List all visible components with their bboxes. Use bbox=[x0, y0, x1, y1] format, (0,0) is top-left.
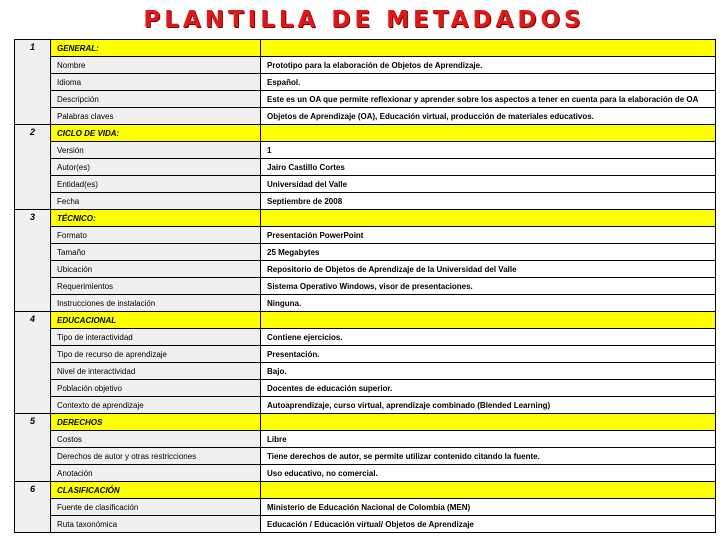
section-number: 3 bbox=[15, 210, 51, 312]
section-heading: EDUCACIONAL bbox=[51, 312, 261, 329]
field-label: Fuente de clasificación bbox=[51, 499, 261, 516]
field-label: Fecha bbox=[51, 193, 261, 210]
table-row bbox=[15, 499, 716, 516]
section-heading-value-cell bbox=[261, 40, 716, 57]
field-label: Idioma bbox=[51, 74, 261, 91]
field-label: Formato bbox=[51, 227, 261, 244]
metadata-table-body bbox=[15, 40, 716, 533]
section-heading: DERECHOS bbox=[51, 414, 261, 431]
section-header-row bbox=[15, 210, 716, 227]
field-value: Ninguna. bbox=[261, 295, 716, 312]
field-value: Objetos de Aprendizaje (OA), Educación virtual, producción de materiales educativos. bbox=[261, 108, 716, 125]
field-label: Ruta taxonómica bbox=[51, 516, 261, 533]
table-row bbox=[15, 465, 716, 482]
field-value: Jairo Castillo Cortes bbox=[261, 159, 716, 176]
section-number: 2 bbox=[15, 125, 51, 210]
field-label: Tipo de recurso de aprendizaje bbox=[51, 346, 261, 363]
field-value: Bajo. bbox=[261, 363, 716, 380]
table-row bbox=[15, 108, 716, 125]
field-value: Presentación. bbox=[261, 346, 716, 363]
table-row bbox=[15, 57, 716, 74]
field-label: Entidad(es) bbox=[51, 176, 261, 193]
field-label: Derechos de autor y otras restricciones bbox=[51, 448, 261, 465]
field-label: Población objetivo bbox=[51, 380, 261, 397]
section-heading-value-cell bbox=[261, 482, 716, 499]
field-label: Nivel de interactividad bbox=[51, 363, 261, 380]
table-row bbox=[15, 346, 716, 363]
table-row bbox=[15, 91, 716, 108]
field-label: Versión bbox=[51, 142, 261, 159]
table-row bbox=[15, 448, 716, 465]
table-row bbox=[15, 176, 716, 193]
section-heading: TÉCNICO: bbox=[51, 210, 261, 227]
field-value: Autoaprendizaje, curso virtual, aprendizaje combinado (Blended Learning) bbox=[261, 397, 716, 414]
section-heading-value-cell bbox=[261, 312, 716, 329]
field-label: Descripción bbox=[51, 91, 261, 108]
metadata-table bbox=[14, 39, 716, 533]
table-row bbox=[15, 380, 716, 397]
field-value: Libre bbox=[261, 431, 716, 448]
table-row bbox=[15, 244, 716, 261]
field-value: 25 Megabytes bbox=[261, 244, 716, 261]
field-label: Costos bbox=[51, 431, 261, 448]
field-label: Contexto de aprendizaje bbox=[51, 397, 261, 414]
field-value: Educación / Educación virtual/ Objetos de Aprendizaje bbox=[261, 516, 716, 533]
section-heading: CLASIFICACIÓN bbox=[51, 482, 261, 499]
section-number: 6 bbox=[15, 482, 51, 533]
field-label: Palabras claves bbox=[51, 108, 261, 125]
field-value: Universidad del Valle bbox=[261, 176, 716, 193]
field-label: Autor(es) bbox=[51, 159, 261, 176]
field-label: Nombre bbox=[51, 57, 261, 74]
field-value: Repositorio de Objetos de Aprendizaje de la Universidad del Valle bbox=[261, 261, 716, 278]
field-value: Uso educativo, no comercial. bbox=[261, 465, 716, 482]
field-value: Presentación PowerPoint bbox=[261, 227, 716, 244]
table-row bbox=[15, 397, 716, 414]
field-value: Sistema Operativo Windows, visor de presentaciones. bbox=[261, 278, 716, 295]
field-value: Prototipo para la elaboración de Objetos de Aprendizaje. bbox=[261, 57, 716, 74]
section-heading-value-cell bbox=[261, 125, 716, 142]
table-row bbox=[15, 295, 716, 312]
section-number: 5 bbox=[15, 414, 51, 482]
table-row bbox=[15, 227, 716, 244]
section-heading: GENERAL: bbox=[51, 40, 261, 57]
field-label: Requerimientos bbox=[51, 278, 261, 295]
table-row bbox=[15, 193, 716, 210]
field-label: Anotación bbox=[51, 465, 261, 482]
field-value: Tiene derechos de autor, se permite utilizar contenido citando la fuente. bbox=[261, 448, 716, 465]
page-title: PLANTILLA DE METADADOS bbox=[143, 7, 585, 33]
section-header-row bbox=[15, 414, 716, 431]
table-row bbox=[15, 74, 716, 91]
section-header-row bbox=[15, 40, 716, 57]
table-row bbox=[15, 363, 716, 380]
section-heading-value-cell bbox=[261, 210, 716, 227]
section-number: 1 bbox=[15, 40, 51, 125]
field-value: Septiembre de 2008 bbox=[261, 193, 716, 210]
section-heading: CICLO DE VIDA: bbox=[51, 125, 261, 142]
field-value: Ministerio de Educación Nacional de Colombia (MEN) bbox=[261, 499, 716, 516]
table-row bbox=[15, 329, 716, 346]
field-label: Tamaño bbox=[51, 244, 261, 261]
field-value: Contiene ejercicios. bbox=[261, 329, 716, 346]
table-row bbox=[15, 142, 716, 159]
field-label: Ubicación bbox=[51, 261, 261, 278]
field-value: Docentes de educación superior. bbox=[261, 380, 716, 397]
section-header-row bbox=[15, 125, 716, 142]
section-heading-value-cell bbox=[261, 414, 716, 431]
field-label: Instrucciones de instalación bbox=[51, 295, 261, 312]
field-value: 1 bbox=[261, 142, 716, 159]
section-header-row bbox=[15, 482, 716, 499]
section-header-row bbox=[15, 312, 716, 329]
table-row bbox=[15, 159, 716, 176]
field-value: Español. bbox=[261, 74, 716, 91]
table-row bbox=[15, 278, 716, 295]
section-number: 4 bbox=[15, 312, 51, 414]
table-row bbox=[15, 516, 716, 533]
field-label: Tipo de interactividad bbox=[51, 329, 261, 346]
table-row bbox=[15, 261, 716, 278]
table-row bbox=[15, 431, 716, 448]
field-value: Este es un OA que permite reflexionar y aprender sobre los aspectos a tener en cuenta para la elaboración de OA bbox=[261, 91, 716, 108]
